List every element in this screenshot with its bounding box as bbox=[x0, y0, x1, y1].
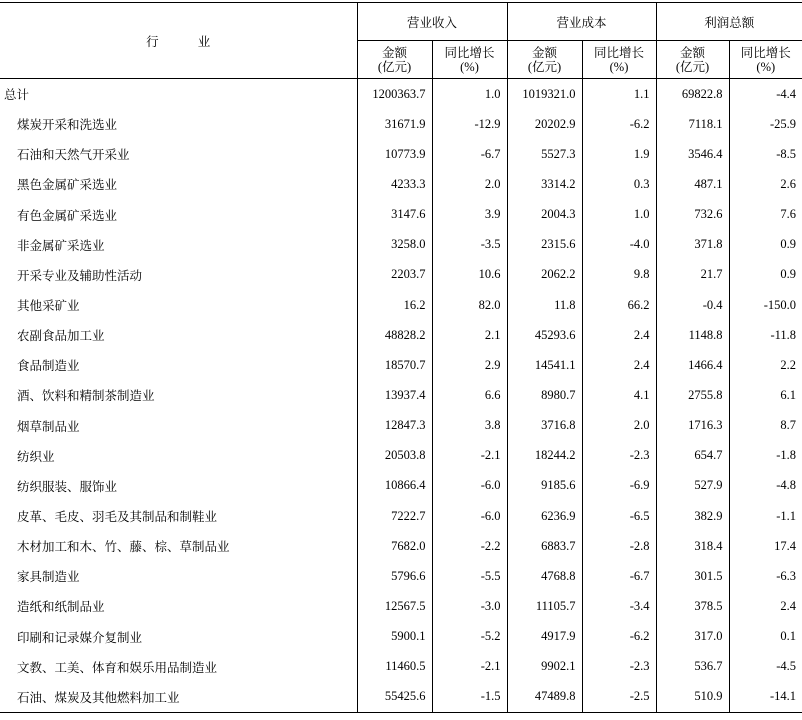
profit-growth-cell: 17.4 bbox=[774, 538, 797, 553]
table-row bbox=[0, 501, 802, 531]
revenue-amount-cell: 18570.7 bbox=[357, 350, 432, 380]
profit-amount-cell: 1148.8 bbox=[656, 320, 729, 350]
table-row bbox=[0, 320, 802, 350]
cost-growth-cell: 2.0 bbox=[582, 411, 656, 441]
amount-label: 金额 bbox=[532, 45, 558, 60]
cost-amount-header bbox=[507, 41, 582, 79]
profit-growth-cell: 8.7 bbox=[780, 418, 797, 433]
amount-label: 金额 bbox=[381, 45, 407, 60]
table-row bbox=[0, 591, 802, 621]
revenue-growth-cell: -2.1 bbox=[432, 652, 507, 682]
cost-amount-cell: 18244.2 bbox=[507, 441, 582, 471]
cost-growth-header bbox=[582, 41, 656, 79]
revenue-amount-cell: 13937.4 bbox=[357, 380, 432, 410]
revenue-growth-header bbox=[432, 41, 507, 79]
growth-label: 同比增长 bbox=[594, 45, 645, 60]
revenue-growth-cell: 3.8 bbox=[432, 411, 507, 441]
industry-name-cell: 石油和天然气开采业 bbox=[0, 139, 357, 169]
profit-growth-cell: 0.9 bbox=[780, 267, 797, 282]
profit-group-header: 利润总额 bbox=[656, 3, 802, 41]
profit-growth-cell: -25.9 bbox=[770, 116, 797, 131]
table-row bbox=[0, 350, 802, 380]
cost-amount-cell: 11.8 bbox=[507, 290, 582, 320]
industry-name-cell: 总计 bbox=[0, 79, 357, 110]
industry-name-cell: 家具制造业 bbox=[0, 561, 357, 591]
profit-growth-header bbox=[729, 41, 802, 79]
amount-unit: (亿元) bbox=[527, 59, 562, 74]
profit-amount-cell: 301.5 bbox=[656, 561, 729, 591]
profit-growth-cell: 6.1 bbox=[780, 387, 797, 402]
cost-growth-cell: 0.3 bbox=[582, 169, 656, 199]
revenue-growth-cell: -3.5 bbox=[432, 230, 507, 260]
revenue-amount-cell: 5900.1 bbox=[357, 622, 432, 652]
table-row bbox=[0, 441, 802, 471]
cost-amount-cell: 4768.8 bbox=[507, 561, 582, 591]
profit-growth-cell: 0.9 bbox=[780, 237, 797, 252]
industry-name-cell: 煤炭开采和洗选业 bbox=[0, 109, 357, 139]
industry-name-cell: 黑色金属矿采选业 bbox=[0, 169, 357, 199]
profit-amount-cell: 510.9 bbox=[656, 682, 729, 713]
industry-column-header: 行 业 bbox=[0, 3, 357, 79]
revenue-amount-cell: 20503.8 bbox=[357, 441, 432, 471]
table-row bbox=[0, 561, 802, 591]
profit-growth-cell: 0.1 bbox=[780, 629, 797, 644]
table-row bbox=[0, 531, 802, 561]
cost-growth-cell: -4.0 bbox=[582, 230, 656, 260]
industry-name-cell: 纺织业 bbox=[0, 441, 357, 471]
growth-label: 同比增长 bbox=[740, 45, 791, 60]
table-row bbox=[0, 380, 802, 410]
cost-amount-cell: 14541.1 bbox=[507, 350, 582, 380]
cost-growth-cell: 9.8 bbox=[582, 260, 656, 290]
profit-growth-cell: 2.6 bbox=[780, 176, 797, 191]
table-row bbox=[0, 471, 802, 501]
profit-amount-cell: 527.9 bbox=[656, 471, 729, 501]
cost-amount-cell: 3314.2 bbox=[507, 169, 582, 199]
revenue-amount-cell: 7222.7 bbox=[357, 501, 432, 531]
cost-growth-cell: -6.2 bbox=[582, 109, 656, 139]
table-row bbox=[0, 169, 802, 199]
profit-growth-cell: -1.1 bbox=[776, 508, 797, 523]
profit-growth-cell: -150.0 bbox=[763, 297, 797, 312]
industry-name-cell: 文教、工美、体育和娱乐用品制造业 bbox=[0, 652, 357, 682]
profit-growth-cell: -4.8 bbox=[776, 478, 797, 493]
profit-amount-cell: 1466.4 bbox=[656, 350, 729, 380]
industry-name-cell: 造纸和纸制品业 bbox=[0, 591, 357, 621]
cost-amount-cell: 2004.3 bbox=[507, 200, 582, 230]
profit-amount-cell: 382.9 bbox=[656, 501, 729, 531]
industry-name-cell: 纺织服装、服饰业 bbox=[0, 471, 357, 501]
table-row bbox=[0, 652, 802, 682]
industry-name-cell: 非金属矿采选业 bbox=[0, 230, 357, 260]
revenue-growth-cell: 6.6 bbox=[432, 380, 507, 410]
amount-unit: (亿元) bbox=[377, 59, 412, 74]
revenue-amount-header bbox=[357, 41, 432, 79]
revenue-amount-cell: 48828.2 bbox=[357, 320, 432, 350]
industry-name-cell: 酒、饮料和精制茶制造业 bbox=[0, 380, 357, 410]
cost-growth-cell: 1.1 bbox=[582, 79, 656, 110]
cost-growth-cell: -2.5 bbox=[582, 682, 656, 713]
revenue-growth-cell: -5.5 bbox=[432, 561, 507, 591]
revenue-amount-cell: 1200363.7 bbox=[357, 79, 432, 110]
cost-growth-cell: -6.5 bbox=[582, 501, 656, 531]
cost-amount-cell: 1019321.0 bbox=[507, 79, 582, 110]
cost-amount-cell: 5527.3 bbox=[507, 139, 582, 169]
table-row bbox=[0, 260, 802, 290]
revenue-growth-cell: -2.2 bbox=[432, 531, 507, 561]
profit-amount-cell: 536.7 bbox=[656, 652, 729, 682]
profit-amount-cell: 487.1 bbox=[656, 169, 729, 199]
revenue-growth-cell: 3.9 bbox=[432, 200, 507, 230]
amount-label: 金额 bbox=[680, 45, 706, 60]
cost-growth-cell: 66.2 bbox=[582, 290, 656, 320]
profit-growth-cell: -6.3 bbox=[776, 568, 797, 583]
profit-amount-cell: 69822.8 bbox=[656, 79, 729, 110]
cost-growth-cell: -6.9 bbox=[582, 471, 656, 501]
cost-growth-cell: -3.4 bbox=[582, 591, 656, 621]
revenue-amount-cell: 3147.6 bbox=[357, 200, 432, 230]
revenue-growth-cell: 2.1 bbox=[432, 320, 507, 350]
table-body bbox=[0, 79, 802, 713]
profit-amount-cell: 378.5 bbox=[656, 591, 729, 621]
cost-growth-cell: 2.4 bbox=[582, 320, 656, 350]
amount-unit: (亿元) bbox=[675, 59, 710, 74]
revenue-growth-cell: -1.5 bbox=[432, 682, 507, 713]
cost-growth-cell: -2.8 bbox=[582, 531, 656, 561]
cost-growth-cell: 1.9 bbox=[582, 139, 656, 169]
profit-amount-cell: 318.4 bbox=[656, 531, 729, 561]
cost-amount-cell: 20202.9 bbox=[507, 109, 582, 139]
revenue-growth-cell: -3.0 bbox=[432, 591, 507, 621]
revenue-growth-cell: 1.0 bbox=[432, 79, 507, 110]
revenue-amount-cell: 5796.6 bbox=[357, 561, 432, 591]
profit-growth-cell: -14.1 bbox=[729, 682, 802, 713]
cost-amount-cell: 45293.6 bbox=[507, 320, 582, 350]
revenue-amount-cell: 3258.0 bbox=[357, 230, 432, 260]
cost-amount-cell: 4917.9 bbox=[507, 622, 582, 652]
industry-name-cell: 印刷和记录媒介复制业 bbox=[0, 622, 357, 652]
industry-name-cell: 有色金属矿采选业 bbox=[0, 200, 357, 230]
table-row bbox=[0, 622, 802, 652]
profit-amount-cell: -0.4 bbox=[656, 290, 729, 320]
profit-amount-cell: 654.7 bbox=[656, 441, 729, 471]
industry-name-cell: 其他采矿业 bbox=[0, 290, 357, 320]
profit-amount-cell: 21.7 bbox=[656, 260, 729, 290]
cost-growth-cell: 4.1 bbox=[582, 380, 656, 410]
industry-statistics-table bbox=[0, 2, 802, 713]
growth-unit: (%) bbox=[756, 59, 776, 74]
revenue-amount-cell: 31671.9 bbox=[357, 109, 432, 139]
table-row bbox=[0, 682, 802, 713]
profit-growth-cell: 2.2 bbox=[780, 357, 797, 372]
revenue-growth-cell: 82.0 bbox=[432, 290, 507, 320]
table-row bbox=[0, 139, 802, 169]
profit-amount-cell: 317.0 bbox=[656, 622, 729, 652]
revenue-amount-cell: 10866.4 bbox=[357, 471, 432, 501]
industry-name-cell: 开采专业及辅助性活动 bbox=[0, 260, 357, 290]
cost-amount-cell: 3716.8 bbox=[507, 411, 582, 441]
profit-growth-cell: 2.4 bbox=[780, 598, 797, 613]
growth-unit: (%) bbox=[609, 59, 629, 74]
cost-amount-cell: 6883.7 bbox=[507, 531, 582, 561]
revenue-amount-cell: 10773.9 bbox=[357, 139, 432, 169]
profit-amount-cell: 732.6 bbox=[656, 200, 729, 230]
revenue-growth-cell: -5.2 bbox=[432, 622, 507, 652]
cost-growth-cell: 1.0 bbox=[582, 200, 656, 230]
industry-name-cell: 皮革、毛皮、羽毛及其制品和制鞋业 bbox=[0, 501, 357, 531]
revenue-growth-cell: 10.6 bbox=[432, 260, 507, 290]
cost-amount-cell: 6236.9 bbox=[507, 501, 582, 531]
growth-label: 同比增长 bbox=[444, 45, 495, 60]
total-row bbox=[0, 79, 802, 110]
cost-amount-cell: 47489.8 bbox=[507, 682, 582, 713]
profit-amount-header bbox=[656, 41, 729, 79]
revenue-amount-cell: 12567.5 bbox=[357, 591, 432, 621]
cost-group-header: 营业成本 bbox=[507, 3, 656, 41]
profit-growth-cell: -1.8 bbox=[776, 448, 797, 463]
revenue-amount-cell: 12847.3 bbox=[357, 411, 432, 441]
industry-name-cell: 木材加工和木、竹、藤、棕、草制品业 bbox=[0, 531, 357, 561]
table-row bbox=[0, 230, 802, 260]
cost-growth-cell: -6.2 bbox=[582, 622, 656, 652]
cost-amount-cell: 9902.1 bbox=[507, 652, 582, 682]
industry-name-cell: 食品制造业 bbox=[0, 350, 357, 380]
profit-amount-cell: 7118.1 bbox=[656, 109, 729, 139]
revenue-amount-cell: 16.2 bbox=[357, 290, 432, 320]
cost-growth-cell: -6.7 bbox=[582, 561, 656, 591]
profit-growth-cell: -4.4 bbox=[776, 86, 797, 101]
profit-growth-cell: -4.5 bbox=[776, 659, 797, 674]
profit-amount-cell: 2755.8 bbox=[656, 380, 729, 410]
revenue-amount-cell: 2203.7 bbox=[357, 260, 432, 290]
profit-amount-cell: 1716.3 bbox=[656, 411, 729, 441]
cost-growth-cell: -2.3 bbox=[582, 441, 656, 471]
revenue-growth-cell: -12.9 bbox=[432, 109, 507, 139]
revenue-amount-cell: 11460.5 bbox=[357, 652, 432, 682]
revenue-growth-cell: -6.7 bbox=[432, 139, 507, 169]
profit-growth-cell: 7.6 bbox=[780, 207, 797, 222]
cost-amount-cell: 11105.7 bbox=[507, 591, 582, 621]
revenue-growth-cell: 2.0 bbox=[432, 169, 507, 199]
growth-unit: (%) bbox=[460, 59, 479, 74]
industry-name-cell: 石油、煤炭及其他燃料加工业 bbox=[0, 682, 357, 713]
table-row bbox=[0, 290, 802, 320]
revenue-amount-cell: 55425.6 bbox=[357, 682, 432, 713]
cost-amount-cell: 2315.6 bbox=[507, 230, 582, 260]
industry-name-cell: 农副食品加工业 bbox=[0, 320, 357, 350]
revenue-growth-cell: 2.9 bbox=[432, 350, 507, 380]
profit-growth-cell: -11.8 bbox=[770, 327, 797, 342]
industry-name-cell: 烟草制品业 bbox=[0, 411, 357, 441]
profit-growth-cell: -8.5 bbox=[776, 146, 797, 161]
revenue-growth-cell: -6.0 bbox=[432, 501, 507, 531]
revenue-growth-cell: -2.1 bbox=[432, 441, 507, 471]
table-header bbox=[0, 3, 802, 79]
profit-amount-cell: 3546.4 bbox=[656, 139, 729, 169]
cost-amount-cell: 8980.7 bbox=[507, 380, 582, 410]
cost-amount-cell: 2062.2 bbox=[507, 260, 582, 290]
revenue-amount-cell: 4233.3 bbox=[357, 169, 432, 199]
revenue-amount-cell: 7682.0 bbox=[357, 531, 432, 561]
cost-growth-cell: 2.4 bbox=[582, 350, 656, 380]
table-row bbox=[0, 411, 802, 441]
table-row bbox=[0, 200, 802, 230]
revenue-growth-cell: -6.0 bbox=[432, 471, 507, 501]
revenue-group-header: 营业收入 bbox=[357, 3, 507, 41]
profit-amount-cell: 371.8 bbox=[656, 230, 729, 260]
cost-growth-cell: -2.3 bbox=[582, 652, 656, 682]
table-row bbox=[0, 109, 802, 139]
cost-amount-cell: 9185.6 bbox=[507, 471, 582, 501]
